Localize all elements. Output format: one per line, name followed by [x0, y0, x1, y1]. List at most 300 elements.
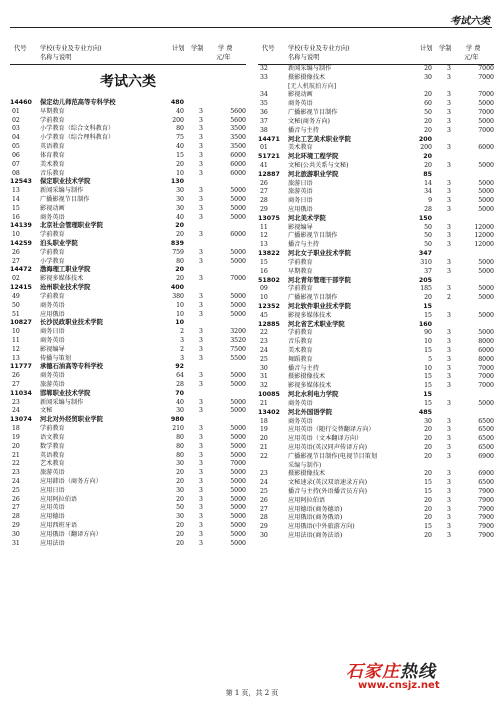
row-code: 34 — [260, 91, 268, 99]
row-name: 应用西班牙语 — [40, 522, 78, 529]
row-plan: 30 — [176, 204, 184, 212]
row-fee: 5000 — [478, 399, 494, 407]
row-years: 3 — [199, 257, 203, 265]
row-fee: 5000 — [230, 187, 246, 195]
row-code: 15 — [260, 258, 268, 266]
major-row — [10, 134, 246, 143]
row-code: 20 — [260, 435, 268, 443]
row-name: 应用英语(英汉同声传译方向) — [288, 443, 368, 451]
row-plan: 205 — [418, 276, 432, 284]
major-row — [10, 108, 246, 117]
row-name: 播音与主持 — [288, 364, 319, 372]
row-fee: 5000 — [478, 311, 494, 319]
school-row — [10, 240, 246, 249]
row-plan: 37 — [424, 267, 432, 275]
row-years: 3 — [199, 231, 203, 239]
row-plan: 15 — [424, 488, 432, 495]
school-row — [258, 250, 494, 259]
major-row — [10, 346, 246, 355]
row-fee: 8000 — [478, 355, 494, 363]
row-plan: 10 — [424, 338, 432, 346]
row-name: 应用法语 — [40, 539, 65, 547]
row-plan: 15 — [176, 151, 184, 159]
row-code: 31 — [260, 373, 268, 381]
row-fee: 7000 — [478, 126, 494, 134]
watermark-title-a: 石家庄 — [346, 662, 400, 682]
row-code: 11034 — [10, 389, 32, 397]
major-row — [258, 197, 494, 206]
site-watermark-logo — [346, 657, 496, 701]
major-row — [10, 170, 246, 179]
row-name: 影视动画 — [288, 91, 313, 99]
row-fee: 5000 — [230, 372, 246, 380]
row-name: 商务英语 — [288, 100, 313, 108]
row-code: 04 — [12, 134, 20, 142]
major-row — [258, 91, 494, 100]
row-name: 渤海理工职业学院 — [40, 266, 91, 274]
row-name: 小学教育（综合文科教育） — [40, 125, 115, 133]
row-fee: 7000 — [478, 109, 494, 117]
row-plan: 75 — [176, 134, 184, 142]
row-code: 06 — [12, 151, 20, 159]
row-plan: 20 — [424, 443, 432, 451]
row-years: 3 — [199, 504, 203, 512]
row-years: 3 — [199, 451, 203, 459]
row-name: 河北对外经贸职业学院 — [40, 416, 103, 424]
row-fee: 5000 — [230, 398, 246, 406]
row-years: 3 — [447, 470, 451, 478]
row-fee: 5600 — [230, 116, 246, 124]
row-plan: 20 — [424, 117, 432, 125]
row-code: 26 — [260, 179, 268, 187]
row-years: 3 — [199, 116, 203, 124]
row-years: 3 — [199, 513, 203, 521]
row-code: 05 — [12, 143, 20, 151]
row-plan: 80 — [176, 442, 184, 450]
row-name: 商务英语 — [40, 301, 65, 309]
row-code: 03 — [12, 125, 20, 133]
row-plan: 20 — [175, 266, 184, 274]
row-code: 14 — [12, 195, 20, 203]
row-name: 学前教育 — [40, 248, 65, 256]
row-code: 24 — [260, 479, 268, 487]
row-code: 23 — [12, 398, 20, 406]
row-fee: 3500 — [230, 143, 246, 151]
header-code: 代号 — [14, 45, 27, 52]
top-rule — [10, 27, 492, 28]
row-fee: 6500 — [478, 443, 494, 451]
row-code: 32 — [260, 65, 268, 72]
school-row — [258, 409, 494, 418]
row-code: 51 — [12, 310, 20, 318]
row-fee: 6500 — [478, 426, 494, 434]
row-plan: 20 — [176, 231, 184, 239]
school-row — [10, 416, 246, 425]
row-code: 28 — [260, 197, 268, 205]
row-years: 3 — [199, 345, 203, 353]
row-name: 泊头职业学院 — [40, 240, 78, 247]
row-years: 3 — [199, 469, 203, 477]
row-name: 体育教育 — [40, 151, 65, 159]
row-fee: 7000 — [478, 373, 494, 381]
school-row — [10, 390, 246, 399]
row-code: 10085 — [258, 391, 280, 399]
row-years: 3 — [447, 338, 451, 346]
major-row — [10, 469, 246, 478]
row-code: 24 — [12, 407, 20, 415]
row-fee: 5000 — [478, 294, 494, 302]
row-name: 小学教育（综合理科教育） — [40, 134, 115, 142]
row-code: 27 — [12, 381, 20, 388]
row-name: 影视动画 — [40, 204, 65, 212]
row-name: 采编与制作) — [288, 461, 322, 469]
row-code: 21 — [260, 399, 268, 407]
major-row — [258, 294, 494, 303]
row-fee: 5000 — [478, 258, 494, 266]
row-name: 文秘(商务方向) — [288, 117, 330, 125]
row-plan: 20 — [176, 539, 184, 547]
row-years: 3 — [199, 433, 203, 441]
row-code: 13 — [12, 187, 20, 195]
row-code: 51721 — [258, 153, 280, 161]
major-row — [10, 372, 246, 381]
row-plan: 310 — [420, 258, 432, 266]
row-name: 艺术教育 — [40, 460, 65, 468]
row-name: 承德石油高等专科学校 — [40, 363, 103, 371]
row-years: 3 — [447, 223, 451, 231]
row-plan: 9 — [428, 197, 432, 205]
major-row — [258, 453, 494, 462]
row-fee: 5000 — [230, 504, 246, 512]
row-name: 旅游英语 — [40, 469, 65, 477]
row-plan: 759 — [172, 248, 184, 256]
row-plan: 3 — [180, 354, 184, 362]
row-plan: 40 — [176, 107, 184, 115]
row-code: 13 — [260, 241, 268, 249]
row-plan: 50 — [424, 232, 432, 240]
row-code: 38 — [260, 126, 268, 134]
row-code: 49 — [12, 292, 20, 300]
watermark-url: www.cnsjz.net — [358, 680, 440, 691]
row-years: 3 — [199, 275, 203, 283]
row-code: 21 — [260, 443, 268, 451]
row-code: 32 — [260, 382, 268, 390]
row-code: 33 — [260, 73, 268, 81]
row-fee: 5000 — [230, 513, 246, 521]
school-row — [258, 153, 494, 162]
major-row — [258, 373, 494, 382]
row-plan: 50 — [424, 223, 432, 231]
row-plan: 20 — [424, 452, 432, 460]
row-fee: 3500 — [230, 125, 246, 133]
row-name: 美术教育 — [288, 347, 313, 354]
row-years: 3 — [199, 477, 203, 485]
row-fee: 12000 — [474, 241, 494, 249]
row-fee: 6000 — [478, 347, 494, 354]
school-row — [258, 277, 494, 286]
major-row — [258, 356, 494, 365]
row-name: 河北工艺美术职业学院 — [288, 135, 351, 143]
major-row — [258, 285, 494, 294]
row-plan: 80 — [176, 125, 184, 133]
row-years: 3 — [447, 65, 451, 72]
row-fee: 6500 — [478, 417, 494, 425]
row-code: 28 — [12, 513, 20, 521]
right-rows — [258, 65, 494, 541]
row-name: 美术教育 — [40, 160, 65, 168]
row-years: 3 — [447, 426, 451, 434]
row-fee: 5000 — [478, 179, 494, 187]
row-code: 12 — [260, 232, 268, 240]
row-plan: 50 — [424, 109, 432, 117]
row-plan: 50 — [176, 504, 184, 512]
major-row — [10, 275, 246, 284]
row-years: 3 — [447, 479, 451, 487]
row-plan: 20 — [424, 65, 432, 72]
row-years: 3 — [447, 126, 451, 134]
header-sub: 名称与说明 — [288, 54, 320, 61]
row-plan: 15 — [424, 347, 432, 354]
row-fee: 6500 — [478, 435, 494, 443]
row-name: 广播影视节目制作 — [40, 195, 90, 203]
row-name: 商务英语 — [40, 336, 65, 344]
row-code: 29 — [260, 206, 268, 213]
row-fee: 5000 — [478, 267, 494, 275]
row-plan: 20 — [176, 522, 184, 529]
row-fee: 7000 — [478, 364, 494, 372]
row-fee: 7000 — [230, 275, 246, 283]
row-plan: 60 — [424, 100, 432, 108]
row-code: 14471 — [258, 135, 280, 143]
major-row — [10, 205, 246, 214]
row-name: 英语教育 — [40, 143, 65, 151]
row-plan: 200 — [172, 116, 184, 124]
row-years: 3 — [447, 382, 451, 390]
row-name: 河北旅游职业学院 — [288, 170, 339, 178]
row-fee: 6000 — [230, 151, 246, 159]
school-row — [10, 222, 246, 231]
major-row — [10, 328, 246, 337]
row-plan: 480 — [170, 99, 184, 106]
school-row — [10, 178, 246, 187]
row-years: 3 — [199, 248, 203, 256]
row-years: 3 — [447, 285, 451, 293]
major-row — [258, 109, 494, 118]
row-code: 23 — [260, 338, 268, 346]
row-fee: 3200 — [230, 328, 246, 336]
row-name: 摄影摄像技术 — [288, 73, 326, 81]
major-row — [258, 65, 494, 74]
row-fee: 6000 — [230, 160, 246, 168]
major-row — [258, 470, 494, 479]
running-head: 考试六类 — [450, 16, 490, 27]
row-years: 3 — [447, 355, 451, 363]
row-years: 3 — [199, 301, 203, 309]
row-years: 3 — [199, 292, 203, 300]
row-code: 30 — [260, 532, 268, 540]
row-fee: 6000 — [230, 169, 246, 177]
row-name: 应用英语（随行交替翻译方向） — [288, 426, 375, 434]
row-years: 3 — [199, 407, 203, 415]
row-fee: 7900 — [478, 514, 494, 522]
row-name: 河北省艺术职业学院 — [288, 320, 345, 328]
major-row — [10, 513, 246, 522]
row-plan: 20 — [176, 160, 184, 168]
row-years: 3 — [199, 204, 203, 212]
row-name: 应用德语 — [40, 513, 65, 521]
row-code: 27 — [12, 504, 20, 512]
row-plan: 80 — [176, 257, 184, 265]
row-years: 3 — [199, 169, 203, 177]
watermark-title-b: 热线 — [400, 662, 436, 682]
row-name: 保定职业技术学院 — [40, 178, 91, 186]
row-fee: 7900 — [478, 488, 494, 495]
row-fee: 3500 — [230, 134, 246, 142]
row-years: 3 — [447, 109, 451, 117]
row-years: 3 — [447, 417, 451, 425]
row-fee: 6000 — [478, 144, 494, 152]
row-code: 16 — [12, 213, 20, 221]
row-plan: 2 — [180, 328, 184, 336]
row-name: 河北青年管理干部学院 — [288, 276, 351, 284]
header-code: 代号 — [262, 45, 275, 52]
major-row — [10, 443, 246, 452]
major-row — [10, 152, 246, 161]
row-fee: 5000 — [478, 285, 494, 293]
major-row — [258, 118, 494, 127]
row-code: 08 — [12, 169, 20, 177]
row-years: 3 — [447, 100, 451, 108]
row-code: 25 — [12, 486, 20, 494]
row-code: 24 — [260, 347, 268, 354]
row-name: 北京社会管理职业学院 — [40, 222, 103, 230]
row-name: 文秘速录(英汉双语速录方向) — [288, 479, 368, 487]
major-row — [258, 347, 494, 356]
row-fee: 3520 — [230, 336, 246, 344]
row-plan: 15 — [424, 311, 432, 319]
row-plan: 28 — [176, 381, 184, 388]
header-sub: 名称与说明 — [40, 54, 72, 61]
row-name: 保定幼儿师范高等专科学校 — [40, 99, 116, 106]
row-code: 26 — [12, 248, 20, 256]
major-row — [258, 74, 494, 83]
major-row — [258, 382, 494, 391]
row-name: 沧州职业技术学院 — [40, 284, 91, 292]
row-years: 3 — [199, 530, 203, 538]
row-fee: 5000 — [478, 188, 494, 196]
row-years: 2 — [447, 294, 451, 302]
row-plan: 15 — [424, 382, 432, 390]
row-plan: 10 — [175, 319, 184, 327]
major-row — [10, 487, 246, 496]
row-years: 3 — [447, 488, 451, 495]
major-row — [258, 418, 494, 427]
row-years: 3 — [447, 161, 451, 169]
row-code: 14472 — [10, 266, 32, 274]
row-plan: 30 — [176, 513, 184, 521]
row-name: 文秘 — [40, 407, 53, 415]
major-row — [10, 425, 246, 434]
row-code: 13822 — [258, 250, 280, 258]
major-row — [258, 312, 494, 321]
row-name: 音乐教育 — [288, 338, 313, 346]
row-fee: 12000 — [474, 232, 494, 240]
row-fee: 5600 — [230, 107, 246, 115]
row-code: 12415 — [10, 284, 32, 292]
school-row — [258, 215, 494, 224]
row-years: 3 — [447, 532, 451, 540]
row-plan: 15 — [424, 523, 432, 531]
table-header-left — [10, 40, 246, 65]
row-fee: 5000 — [230, 539, 246, 547]
row-name: [无人机航拍方向] — [288, 82, 337, 90]
major-row — [258, 268, 494, 277]
row-plan: 40 — [176, 143, 184, 151]
major-row — [10, 540, 246, 549]
row-name: 新闻采编与制作 — [40, 398, 84, 406]
row-code: 30 — [260, 364, 268, 372]
row-fee: 6900 — [478, 470, 494, 478]
row-fee: 5000 — [478, 117, 494, 125]
row-fee: 5000 — [230, 195, 246, 203]
row-name: 商务英语 — [40, 213, 65, 221]
row-plan: 347 — [418, 250, 432, 258]
row-code: 50 — [12, 301, 20, 309]
row-name: 播音与主持 — [288, 241, 319, 249]
row-years: 3 — [199, 495, 203, 503]
row-fee: 5000 — [230, 469, 246, 477]
major-row — [258, 206, 494, 215]
row-fee: 5000 — [230, 407, 246, 415]
row-plan: 20 — [176, 495, 184, 503]
row-fee: 5000 — [230, 292, 246, 300]
row-plan: 20 — [176, 477, 184, 485]
row-years: 3 — [199, 195, 203, 203]
row-name: 影视编导 — [288, 223, 313, 231]
row-plan: 70 — [175, 389, 184, 397]
row-code: 16 — [260, 267, 268, 275]
row-code: 29 — [12, 522, 20, 529]
row-years: 3 — [447, 232, 451, 240]
major-row — [258, 162, 494, 171]
row-code: 09 — [260, 285, 268, 293]
row-name: 河北外国语学院 — [288, 408, 333, 416]
row-code: 02 — [12, 275, 20, 283]
row-code: 29 — [260, 523, 268, 531]
row-plan: 10 — [176, 169, 184, 177]
major-row — [258, 523, 494, 532]
major-row — [258, 426, 494, 435]
row-fee: 7900 — [478, 505, 494, 513]
row-name: 广播影视节目制作(电视节目策划 — [288, 452, 378, 460]
row-name: 长沙民政职业技术学院 — [40, 319, 103, 327]
row-name: 学前教育 — [40, 425, 65, 433]
row-name: 影视多媒体技术 — [40, 275, 84, 283]
row-years: 3 — [447, 197, 451, 205]
row-fee: 5000 — [230, 433, 246, 441]
row-plan: 20 — [424, 532, 432, 540]
row-plan: 50 — [424, 241, 432, 249]
row-name: 影视多媒体技术 — [288, 382, 332, 390]
row-code: 10 — [12, 328, 20, 336]
row-plan: 80 — [176, 433, 184, 441]
row-fee: 5000 — [230, 451, 246, 459]
row-code: 35 — [260, 100, 268, 108]
major-row — [258, 338, 494, 347]
row-code: 19 — [12, 433, 20, 441]
row-plan: 980 — [170, 416, 184, 424]
row-plan: 30 — [424, 417, 432, 425]
